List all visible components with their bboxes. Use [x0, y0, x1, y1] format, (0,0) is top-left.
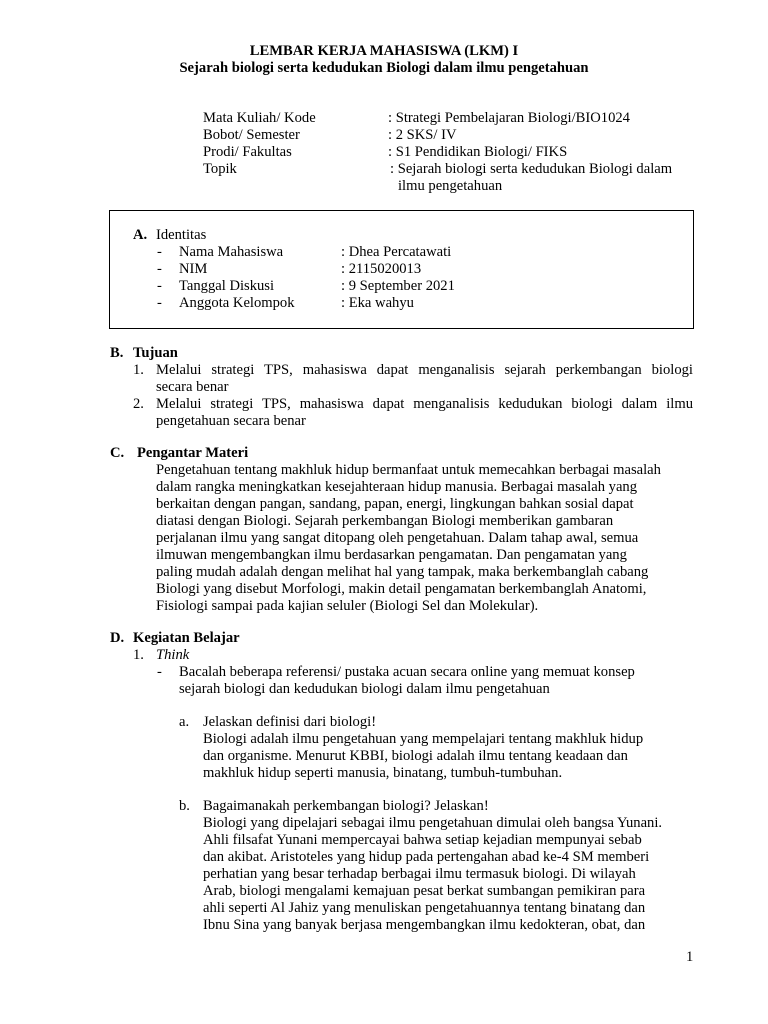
- answer-line: Biologi adalah ilmu pengetahuan yang mempelajari tentang makhluk hidup: [203, 731, 644, 747]
- intro-paragraph-line: paling mudah adalah dengan melihat hal yang tampak, maka berkembanglah cabang: [156, 564, 649, 580]
- intro-paragraph-line: Biologi yang disebut Morfologi, makin detail pengamatan berkembanglah Anatomi,: [156, 581, 647, 597]
- semester-label: Bobot/ Semester: [203, 127, 300, 143]
- answer-line: ahli seperti Al Jahiz yang menuliskan pengetahuannya tentang binatang dan: [203, 900, 646, 916]
- section-c-marker: C.: [110, 445, 125, 461]
- faculty-value: : S1 Pendidikan Biologi/ FIKS: [388, 144, 568, 160]
- intro-paragraph-line: ilmuwan mengembangkan ilmu berdasarkan pengamatan. Dan pengamatan yang: [156, 547, 627, 563]
- objective-text: Melalui strategi TPS, mahasiswa dapat menganalisis kedudukan biologi dalam ilmu: [156, 396, 693, 412]
- page-number: 1: [686, 949, 694, 965]
- document-title: LEMBAR KERJA MAHASISWA (LKM) I: [249, 43, 519, 59]
- identity-bullet: -: [157, 261, 162, 277]
- faculty-label: Prodi/ Fakultas: [203, 144, 292, 160]
- objective-text-continued: pengetahuan secara benar: [156, 413, 306, 429]
- answer-line: Ibnu Sina yang banyak berjasa mengembangkan ilmu kedokteran, obat, dan: [203, 917, 646, 933]
- topic-value-continued: ilmu pengetahuan: [398, 178, 503, 194]
- objective-number: 2.: [133, 396, 144, 412]
- answer-line: Arab, biologi mengalami kemajuan pesat berkat sumbangan pemikiran para: [203, 883, 646, 899]
- step-number: 1.: [133, 647, 144, 663]
- discussion-date-label: Tanggal Diskusi: [179, 278, 275, 294]
- objective-text-continued: secara benar: [156, 379, 229, 395]
- discussion-date-value: : 9 September 2021: [341, 278, 455, 294]
- activity-bullet: -: [157, 664, 162, 680]
- answer-line: perhatian yang besar terhadap berbagai ilmu termasuk biologi. Di wilayah: [203, 866, 636, 882]
- group-members-value: : Eka wahyu: [341, 295, 414, 311]
- topic-value: : Sejarah biologi serta kedudukan Biologi dalam: [390, 161, 673, 177]
- section-d-heading: Kegiatan Belajar: [133, 630, 240, 646]
- answer-line: dan akibat. Aristoteles yang hidup pada pertengahan abad ke-4 SM memberi: [203, 849, 650, 865]
- nim-value: : 2115020013: [341, 261, 422, 277]
- question-text: Jelaskan definisi dari biologi!: [203, 714, 377, 730]
- intro-paragraph-line: dalam rangka meningkatkan kesejahteraan hidup manusia. Berbagai masalah yang: [156, 479, 638, 495]
- section-b-marker: B.: [110, 345, 124, 361]
- document-subtitle: Sejarah biologi serta kedudukan Biologi dalam ilmu pengetahuan: [179, 60, 589, 76]
- course-label: Mata Kuliah/ Kode: [203, 110, 316, 126]
- intro-paragraph-line: berkaitan dengan pangan, sandang, papan, energi, lingkungan bahkan sosial dapat: [156, 496, 634, 512]
- nim-label: NIM: [179, 261, 208, 277]
- course-value: : Strategi Pembelajaran Biologi/BIO1024: [388, 110, 630, 126]
- answer-line: Ahli filsafat Yunani mempercayai bahwa setiap kejadian mempunyai sebab: [203, 832, 642, 848]
- objective-number: 1.: [133, 362, 144, 378]
- section-a-marker: A.: [133, 227, 148, 243]
- activity-instruction-line: Bacalah beberapa referensi/ pustaka acuan secara online yang memuat konsep: [179, 664, 635, 680]
- intro-paragraph-line: Pengetahuan tentang makhluk hidup bermanfaat untuk memecahkan berbagai masalah: [156, 462, 661, 478]
- section-d-marker: D.: [110, 630, 125, 646]
- identity-bullet: -: [157, 295, 162, 311]
- step-label: Think: [156, 647, 190, 663]
- identity-bullet: -: [157, 278, 162, 294]
- topic-label: Topik: [203, 161, 237, 177]
- intro-paragraph-line: perjalanan ilmu yang sangat ditopang oleh pengetahuan. Dalam tahap awal, semua: [156, 530, 639, 546]
- activity-instruction-line: sejarah biologi dan kedudukan biologi dalam ilmu pengetahuan: [179, 681, 550, 697]
- group-members-label: Anggota Kelompok: [179, 295, 295, 311]
- identity-bullet: -: [157, 244, 162, 260]
- question-text: Bagaimanakah perkembangan biologi? Jelaskan!: [203, 798, 489, 814]
- student-name-value: : Dhea Percatawati: [341, 244, 452, 260]
- objective-text: Melalui strategi TPS, mahasiswa dapat menganalisis sejarah perkembangan biologi: [156, 362, 693, 378]
- answer-line: makhluk hidup seperti manusia, binatang, tumbuh-tumbuhan.: [203, 765, 563, 781]
- section-b-heading: Tujuan: [133, 345, 178, 361]
- question-letter: a.: [179, 714, 190, 730]
- student-name-label: Nama Mahasiswa: [179, 244, 284, 260]
- semester-value: : 2 SKS/ IV: [388, 127, 457, 143]
- answer-line: dan organisme. Menurut KBBI, biologi adalah ilmu tentang keadaan dan: [203, 748, 628, 764]
- intro-paragraph-line: Fisiologi sampai pada kajian seluler (Biologi Sel dan Molekular).: [156, 598, 539, 614]
- section-a-heading: Identitas: [156, 227, 207, 243]
- question-letter: b.: [179, 798, 190, 814]
- section-c-heading: Pengantar Materi: [137, 445, 249, 461]
- answer-line: Biologi yang dipelajari sebagai ilmu pengetahuan dimulai oleh bangsa Yunani.: [203, 815, 663, 831]
- intro-paragraph-line: diatasi dengan Biologi. Sejarah perkembangan Biologi memberikan gambaran: [156, 513, 614, 529]
